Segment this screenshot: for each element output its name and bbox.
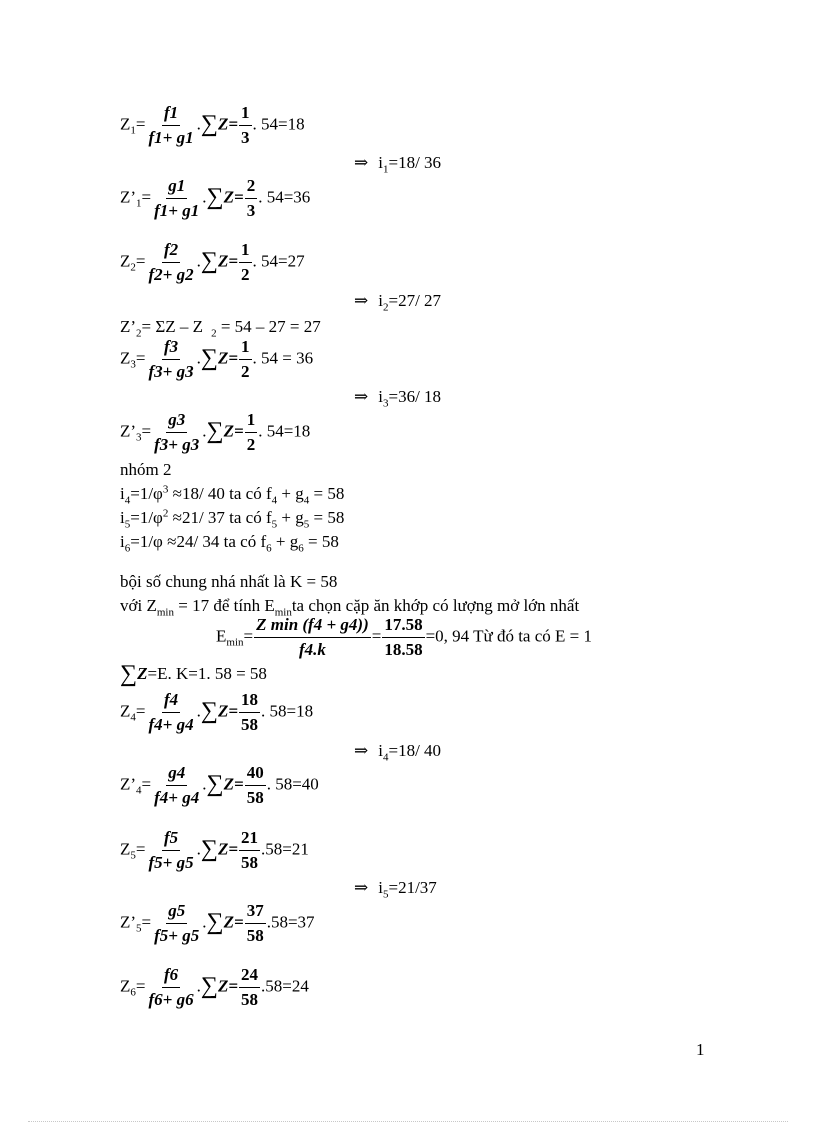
formula-emin: $E_{min}=$ $\frac{\text{Z min (f4 + g4))}}{f4.k}$ = $\frac{17.58}{18.58}$ =0, 94 Từ đó ta có E = 1 [216, 615, 592, 659]
formula-z4-prime: $Z’_4=$ $\frac{g4}{f4+ g4}$ .∑Z= $\frac{40}{58}$ . 58=40 [120, 763, 319, 807]
ratio-i1: ⇒ $i_1=18/$ 36 [354, 153, 442, 176]
formula-z5: $Z_5=$ $\frac{f5}{f5+ g5}$ .∑Z= $\frac{21}{58}$ .58=21 [120, 828, 309, 872]
ratio-line-i6: $i_6=1/\varphi \approx 24/$ 34 ta có $f_6 + g_6 = 58$ [120, 532, 339, 555]
formula-z4: $Z_4=$ $\frac{f4}{f4+ g4}$ .∑Z= $\frac{18}{58}$ . 58=18 [120, 690, 314, 734]
formula-z5-prime: $Z’_5=$ $\frac{g5}{f5+ g5}$ .∑Z= $\frac{37}{58}$ .58=37 [120, 901, 315, 945]
ratio-i5-result: ⇒ $i_5=21/37$ [354, 878, 437, 901]
ratio-i2: ⇒ $i_2=27/$ 27 [354, 291, 442, 314]
formula-z3: $Z_3=$ $\frac{f3}{f3+ g3}$ .∑Z= $\frac{1}{2}$ . 54 = 36 [120, 337, 314, 381]
ratio-i3: ⇒ $i_3=36/$ 18 [354, 387, 442, 410]
zmin-text: với $Z_{min} = 17$ để tính $E_{min}ta$ chọn cặp ăn khớp có lượng mở lớn nhất [120, 596, 580, 619]
page-number: 1 [696, 1040, 705, 1059]
ratio-i4-result: ⇒ $i_4=18/$ 40 [354, 741, 442, 764]
formula-sum-z: ∑Z=E. K=1. 58 = 58 [120, 661, 267, 687]
formula-z6: $Z_6=$ $\frac{f6}{f6+ g6}$ .∑Z= $\frac{24}{58}$ .58=24 [120, 965, 309, 1009]
formula-z2-prime: $Z’_2= \Sigma Z - Z$ $_2$ = 54 – 27 = 27 [120, 317, 321, 340]
ratio-line-i5: $i_5=1/\varphi^2 \approx 21/$ 37 ta có $f_5 + g_5 = 58$ [120, 507, 345, 531]
formula-z2: $Z_2=$ $\frac{f2}{f2+ g2}$ .∑Z= $\frac{1}{2}$ . 54=27 [120, 240, 305, 284]
group2-title: nhóm 2 [120, 460, 172, 479]
formula-z1: $Z_1=$ $\frac{f1}{f1+ g1}$ .∑Z= $\frac{1}{3}$ . 54=18 [120, 103, 305, 147]
formula-z1-prime: $Z’_1=$ $\frac{g1}{f1+ g1}$ .∑Z= $\frac{2}{3}$ . 54=36 [120, 176, 311, 220]
page-bottom-divider [28, 1121, 788, 1122]
lcm-text: bội số chung nhá nhất là K = 58 [120, 572, 338, 591]
formula-z3-prime: $Z’_3=$ $\frac{g3}{f3+ g3}$ .∑Z= $\frac{1}{2}$ . 54=18 [120, 410, 311, 454]
ratio-line-i4: $i_4=1/\varphi^3 \approx 18/$ 40 ta có $f_4 + g_4 = 58$ [120, 483, 345, 507]
